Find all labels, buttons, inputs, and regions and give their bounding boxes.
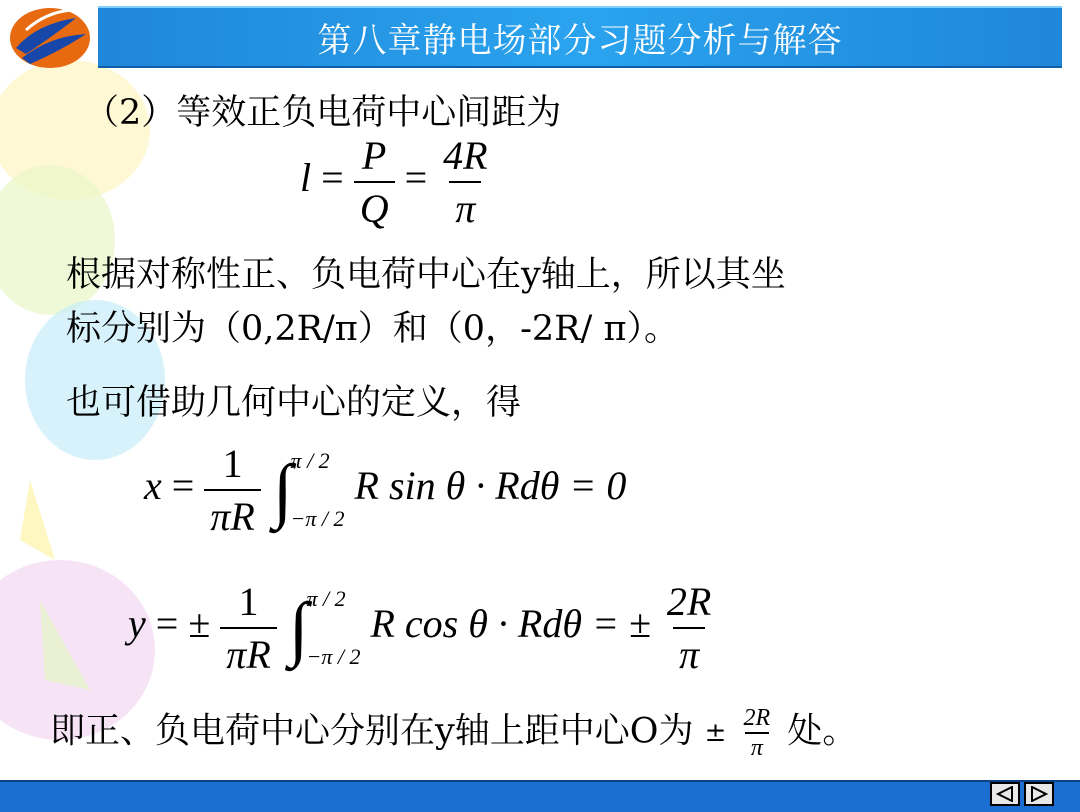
symmetry-line: 根据对称性正、负电荷中心在y轴上，所以其坐 xyxy=(66,255,786,295)
eq2-lower: −π / 2 xyxy=(290,506,345,531)
eq2-lhs: x xyxy=(144,463,162,509)
eq3-equals: = ± xyxy=(155,601,211,647)
eq1-num2: 4R xyxy=(443,133,488,178)
equation-distance xyxy=(300,132,494,232)
eq3-fraction xyxy=(220,578,276,678)
eq1-fraction-2 xyxy=(437,132,493,232)
integral-sign-icon: ∫ xyxy=(288,588,309,668)
eq2-den: πR xyxy=(204,489,260,540)
eq3-lower: −π / 2 xyxy=(306,644,361,669)
conclusion-den: π xyxy=(745,732,769,760)
eq3-rnum: 2R xyxy=(666,579,712,624)
eq3-num: 1 xyxy=(238,579,259,624)
next-slide-button[interactable] xyxy=(1024,782,1054,806)
page-title: 静电场部分习题分析与解答 xyxy=(422,20,843,61)
integral-sign-icon: ∫ xyxy=(272,450,293,530)
eq1-den1: Q xyxy=(354,181,395,232)
eq2-num: 1 xyxy=(222,441,243,486)
equation-y xyxy=(128,578,717,678)
conclusion-text-b: 处。 xyxy=(787,711,858,752)
conclusion-num: 2R xyxy=(743,705,771,731)
conclusion-line xyxy=(50,706,857,760)
eq1-equals: = xyxy=(321,155,344,201)
eq1-den2: π xyxy=(449,181,481,232)
eq3-integrand: R cos θ · Rdθ = ± xyxy=(370,601,651,647)
eq3-upper: π / 2 xyxy=(306,586,346,611)
conclusion-text-a: 即正、负电荷中心分别在y轴上距中心O为 xyxy=(50,711,694,752)
definition-line: 也可借助几何中心的定义，得 xyxy=(66,383,522,423)
eq1-num1: P xyxy=(361,133,387,178)
intro-line: （2）等效正负电荷中心间距为 xyxy=(84,93,562,133)
prev-slide-icon xyxy=(996,786,1014,802)
eq2-equals: = xyxy=(171,463,195,509)
conclusion-pm: ± xyxy=(704,718,727,748)
eq3-integral xyxy=(287,586,361,670)
eq1-lhs: l xyxy=(300,155,312,201)
prev-slide-button[interactable] xyxy=(990,782,1020,806)
eq1-fraction-1 xyxy=(354,132,395,232)
eq3-result-fraction xyxy=(661,578,717,678)
eq1-equals-2: = xyxy=(404,155,428,201)
eq2-integrand: R sin θ · Rdθ = 0 xyxy=(354,463,627,509)
chapter-label: 第八章 xyxy=(317,20,423,61)
eq3-lhs: y xyxy=(128,601,146,647)
equation-x xyxy=(144,440,626,540)
eq2-fraction xyxy=(204,440,260,540)
conclusion-fraction xyxy=(738,706,777,760)
eq2-integral xyxy=(271,448,345,532)
eq3-den: πR xyxy=(220,627,276,678)
eq2-upper: π / 2 xyxy=(290,448,330,473)
eq3-rden: π xyxy=(673,627,705,678)
coordinates-line: 标分别为（0,2R/π）和（0，-2R/ π）。 xyxy=(66,309,679,349)
next-slide-icon xyxy=(1030,786,1048,802)
